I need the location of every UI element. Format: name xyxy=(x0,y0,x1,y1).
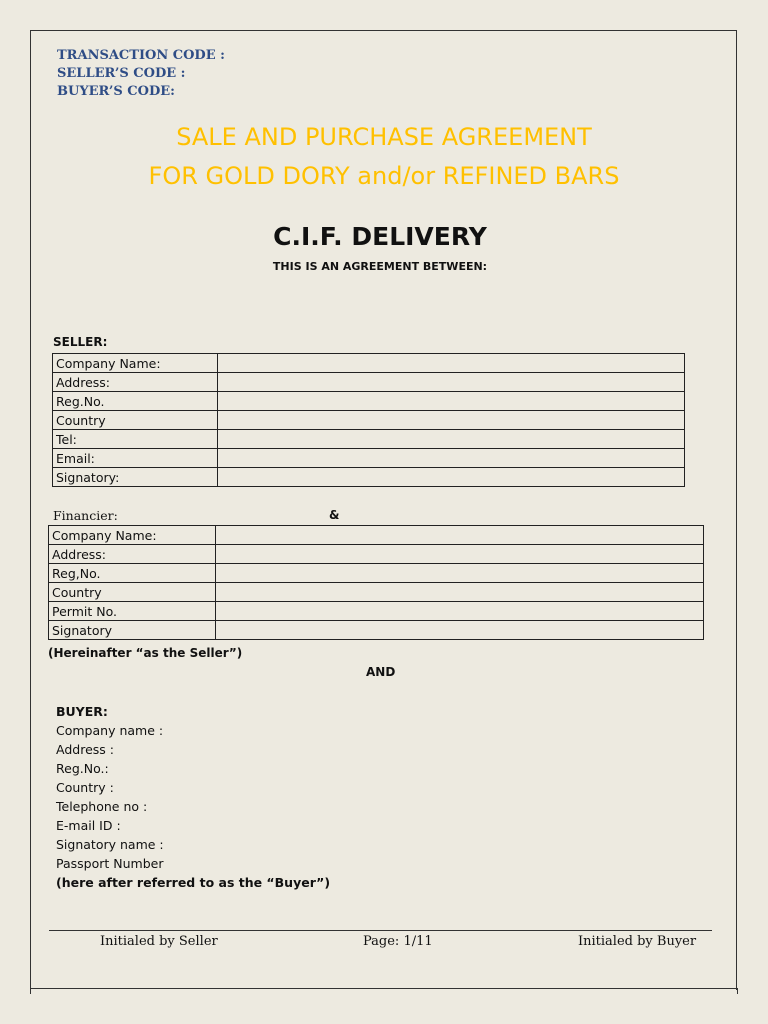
table-row xyxy=(53,392,685,411)
seller-field-label: Country xyxy=(53,411,218,430)
seller-code-label: SELLER’S CODE : xyxy=(57,66,186,81)
title-line-1: SALE AND PURCHASE AGREEMENT xyxy=(176,123,592,151)
table-row xyxy=(49,564,704,583)
financier-field-label: Reg,No. xyxy=(49,564,216,583)
table-row xyxy=(53,354,685,373)
table-row xyxy=(53,449,685,468)
financier-field-label: Country xyxy=(49,583,216,602)
buyer-field-label: E-mail ID : xyxy=(56,818,121,833)
table-row xyxy=(49,583,704,602)
financier-table xyxy=(48,525,704,640)
table-row xyxy=(53,411,685,430)
buyer-field-label: Country : xyxy=(56,780,114,795)
financier-field-label: Company Name: xyxy=(49,526,216,545)
document-title xyxy=(0,118,768,196)
seller-field-value[interactable] xyxy=(218,354,685,373)
table-row xyxy=(49,545,704,564)
footer-divider xyxy=(49,930,712,931)
seller-field-value[interactable] xyxy=(218,411,685,430)
table-row xyxy=(49,526,704,545)
buyer-field-label: Reg.No.: xyxy=(56,761,109,776)
seller-label: SELLER: xyxy=(53,335,108,349)
seller-field-label: Company Name: xyxy=(53,354,218,373)
buyer-field-label: Signatory name : xyxy=(56,837,164,852)
seller-field-value[interactable] xyxy=(218,430,685,449)
financier-field-value[interactable] xyxy=(215,621,703,640)
table-row xyxy=(49,602,704,621)
buyer-field-label: Telephone no : xyxy=(56,799,148,814)
seller-field-label: Reg.No. xyxy=(53,392,218,411)
buyer-referred-text: (here after referred to as the “Buyer”) xyxy=(56,875,331,890)
buyer-field-label: Company name : xyxy=(56,723,164,738)
seller-field-label: Tel: xyxy=(53,430,218,449)
initialed-by-seller: Initialed by Seller xyxy=(100,934,218,949)
buyer-label: BUYER: xyxy=(56,704,108,719)
hereinafter-seller-text: (Hereinafter “as the Seller”) xyxy=(48,646,243,660)
buyer-field-label: Passport Number xyxy=(56,856,164,871)
title-line-2: FOR GOLD DORY and/or REFINED BARS xyxy=(148,162,620,190)
financier-field-value[interactable] xyxy=(215,583,703,602)
financier-field-value[interactable] xyxy=(215,564,703,583)
financier-field-label: Address: xyxy=(49,545,216,564)
page-corner-tick-left xyxy=(30,988,31,994)
buyer-field-label: Address : xyxy=(56,742,114,757)
seller-field-value[interactable] xyxy=(218,392,685,411)
seller-field-value[interactable] xyxy=(218,373,685,392)
financier-field-value[interactable] xyxy=(215,545,703,564)
codes-block xyxy=(57,47,225,101)
table-row xyxy=(53,430,685,449)
seller-table xyxy=(52,353,685,487)
delivery-heading: C.I.F. DELIVERY xyxy=(273,222,487,251)
financier-field-value[interactable] xyxy=(215,526,703,545)
seller-field-value[interactable] xyxy=(218,449,685,468)
table-row xyxy=(53,468,685,487)
financier-label: Financier: xyxy=(53,508,118,523)
transaction-code-label: TRANSACTION CODE : xyxy=(57,48,225,63)
seller-field-label: Email: xyxy=(53,449,218,468)
page-number: Page: 1/11 xyxy=(363,934,433,949)
financier-field-value[interactable] xyxy=(215,602,703,621)
initialed-by-buyer: Initialed by Buyer xyxy=(578,934,697,949)
page-bottom-border xyxy=(30,988,738,989)
financier-field-label: Permit No. xyxy=(49,602,216,621)
agreement-between-text: THIS IS AN AGREEMENT BETWEEN: xyxy=(272,260,488,273)
buyer-code-label: BUYER’S CODE: xyxy=(57,84,175,99)
financier-field-label: Signatory xyxy=(49,621,216,640)
page-corner-tick-right xyxy=(737,988,738,994)
table-row xyxy=(53,373,685,392)
table-row xyxy=(49,621,704,640)
seller-field-label: Signatory: xyxy=(53,468,218,487)
and-separator: AND xyxy=(366,665,396,679)
ampersand-separator: & xyxy=(329,508,340,522)
seller-field-label: Address: xyxy=(53,373,218,392)
buyer-block xyxy=(56,702,330,892)
seller-field-value[interactable] xyxy=(218,468,685,487)
